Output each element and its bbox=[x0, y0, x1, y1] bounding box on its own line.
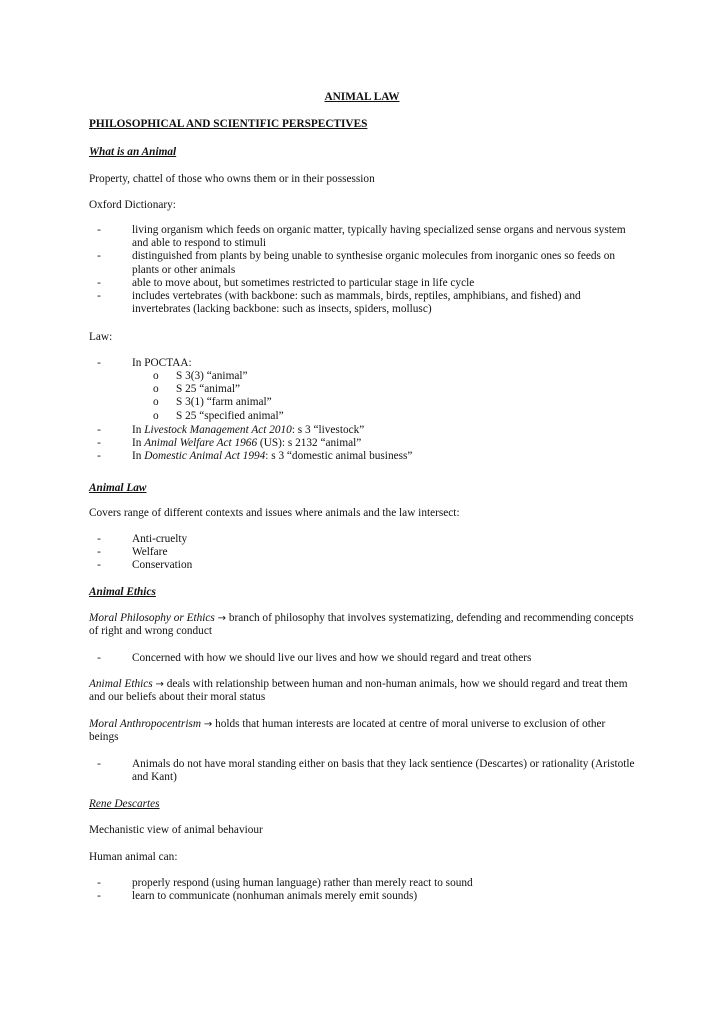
heading-rene-descartes: Rene Descartes bbox=[89, 798, 160, 810]
sublist-item bbox=[89, 396, 637, 409]
moral-philosophy-term: Moral Philosophy or Ethics bbox=[89, 612, 215, 624]
dash-bullet: - bbox=[97, 890, 101, 903]
list-item-text: properly respond (using human language) rather than merely react to sound bbox=[132, 877, 473, 889]
list-item-text: learn to communicate (nonhuman animals merely emit sounds) bbox=[132, 890, 418, 903]
list-item-text: Welfare bbox=[132, 546, 168, 559]
act-prefix: In bbox=[132, 424, 145, 436]
list-item bbox=[89, 652, 637, 665]
act-section: : s 3 “domestic animal business” bbox=[265, 450, 413, 463]
list-item-text: Concerned with how we should live our lives and how we should regard and treat others bbox=[132, 652, 532, 664]
dash-bullet: - bbox=[97, 224, 101, 236]
circle-bullet: o bbox=[153, 396, 159, 409]
list-item bbox=[89, 250, 637, 276]
dash-bullet: - bbox=[97, 652, 101, 664]
list-item-text: distinguished from plants by being unable to synthesise organic molecules from inorganic ones so feeds on plants or other animals bbox=[132, 250, 616, 276]
moral-philosophy-text: branch of philosophy that involves systematizing, defending and recommending concepts of right and wrong conduct bbox=[89, 612, 634, 638]
list-item-text: living organism which feeds on organic matter, typically having specialized sense organs and nervous system and able to respond to stimuli bbox=[132, 224, 626, 250]
dash-bullet: - bbox=[97, 437, 101, 450]
list-item-text: includes vertebrates (with backbone: such as mammals, birds, reptiles, amphibians, and fished) and invertebrates (lacking backbone: such as insects, spiders, mollusc) bbox=[132, 290, 581, 316]
act-list bbox=[89, 424, 637, 464]
law-list bbox=[89, 357, 637, 370]
act-name: Animal Welfare Act 1966 bbox=[144, 437, 258, 450]
heading-animal-ethics: Animal Ethics bbox=[89, 586, 156, 598]
heading-animal-law: Animal Law bbox=[89, 482, 147, 494]
dash-bullet: - bbox=[97, 450, 101, 463]
dash-bullet: - bbox=[97, 290, 101, 303]
poctaa-sublist bbox=[89, 370, 637, 423]
circle-bullet: o bbox=[153, 383, 159, 396]
dash-bullet: - bbox=[97, 250, 101, 263]
sublist-item-text: S 25 “animal” bbox=[176, 383, 240, 396]
list-item-text: Conservation bbox=[132, 559, 193, 572]
act-prefix: In bbox=[132, 450, 145, 463]
list-item-text: Anti-cruelty bbox=[132, 533, 188, 545]
arrow-right-icon: → bbox=[155, 679, 164, 690]
what-is-intro: Property, chattel of those who owns them or in their possession bbox=[89, 173, 375, 185]
animal-ethics-definition bbox=[89, 678, 637, 704]
moral-anthropocentrism-definition bbox=[89, 718, 637, 744]
descartes-list bbox=[89, 877, 637, 903]
animal-law-list bbox=[89, 533, 637, 573]
act-section: : s 3 “livestock” bbox=[291, 424, 365, 436]
list-item bbox=[89, 559, 637, 572]
list-item bbox=[89, 357, 637, 370]
list-item bbox=[89, 424, 637, 437]
sublist-item-text: S 25 “specified animal” bbox=[176, 409, 284, 422]
animal-ethics-text: deals with relationship between human and non-human animals, how we should regard and treat them and our beliefs about their moral status bbox=[89, 678, 628, 704]
list-item bbox=[89, 890, 637, 903]
dash-bullet: - bbox=[97, 533, 101, 545]
list-item-text: Animals do not have moral standing either on basis that they lack sentience (Descartes) or rationality (Aristotle and Kant) bbox=[132, 758, 635, 784]
dash-bullet: - bbox=[97, 877, 101, 889]
list-item bbox=[89, 877, 637, 890]
descartes-intro: Mechanistic view of animal behaviour bbox=[89, 824, 263, 836]
sublist-item-text: S 3(3) “animal” bbox=[176, 370, 248, 382]
sublist-item bbox=[89, 383, 637, 396]
list-item bbox=[89, 224, 637, 250]
list-item bbox=[89, 437, 637, 450]
act-section: (US): s 2132 “animal” bbox=[257, 437, 362, 450]
list-item bbox=[89, 277, 637, 290]
circle-bullet: o bbox=[153, 370, 159, 382]
circle-bullet: o bbox=[153, 409, 159, 422]
arrow-right-icon: → bbox=[217, 613, 227, 624]
moral-philosophy-definition bbox=[89, 612, 637, 638]
sublist-item-text: S 3(1) “farm animal” bbox=[176, 396, 272, 409]
moral-anthropocentrism-list bbox=[89, 758, 637, 784]
dash-bullet: - bbox=[97, 276, 101, 289]
list-item-text: able to move about, but sometimes restricted to particular stage in life cycle bbox=[132, 276, 475, 289]
dash-bullet: - bbox=[97, 424, 101, 436]
list-item bbox=[89, 533, 637, 546]
oxford-definition-list bbox=[89, 224, 637, 316]
dash-bullet: - bbox=[97, 546, 101, 559]
act-prefix: In bbox=[132, 437, 145, 450]
dash-bullet: - bbox=[97, 357, 101, 369]
dash-bullet: - bbox=[97, 758, 101, 770]
animal-law-intro: Covers range of different contexts and issues where animals and the law intersect: bbox=[89, 507, 460, 519]
human-animal-label: Human animal can: bbox=[89, 851, 178, 863]
document-title: ANIMAL LAW bbox=[324, 91, 400, 103]
act-name: Livestock Management Act 2010 bbox=[144, 424, 292, 436]
dash-bullet: - bbox=[97, 559, 101, 572]
list-item-text: In POCTAA: bbox=[132, 357, 192, 369]
section-heading: PHILOSOPHICAL AND SCIENTIFIC PERSPECTIVES bbox=[89, 118, 368, 130]
sublist-item bbox=[89, 370, 637, 383]
moral-anthropocentrism-text: holds that human interests are located at centre of moral universe to exclusion of other beings bbox=[89, 718, 606, 744]
moral-philosophy-list bbox=[89, 652, 637, 665]
sublist-item bbox=[89, 410, 637, 423]
list-item bbox=[89, 546, 637, 559]
list-item bbox=[89, 758, 637, 784]
law-label: Law: bbox=[89, 331, 113, 343]
arrow-right-icon: → bbox=[203, 719, 213, 730]
list-item bbox=[89, 290, 637, 316]
act-name: Domestic Animal Act 1994 bbox=[144, 450, 266, 463]
moral-anthropocentrism-term: Moral Anthropocentrism bbox=[89, 718, 202, 730]
oxford-label: Oxford Dictionary: bbox=[89, 199, 176, 211]
heading-what-is-an-animal: What is an Animal bbox=[89, 146, 177, 158]
animal-ethics-term: Animal Ethics bbox=[89, 678, 153, 690]
list-item bbox=[89, 450, 637, 463]
